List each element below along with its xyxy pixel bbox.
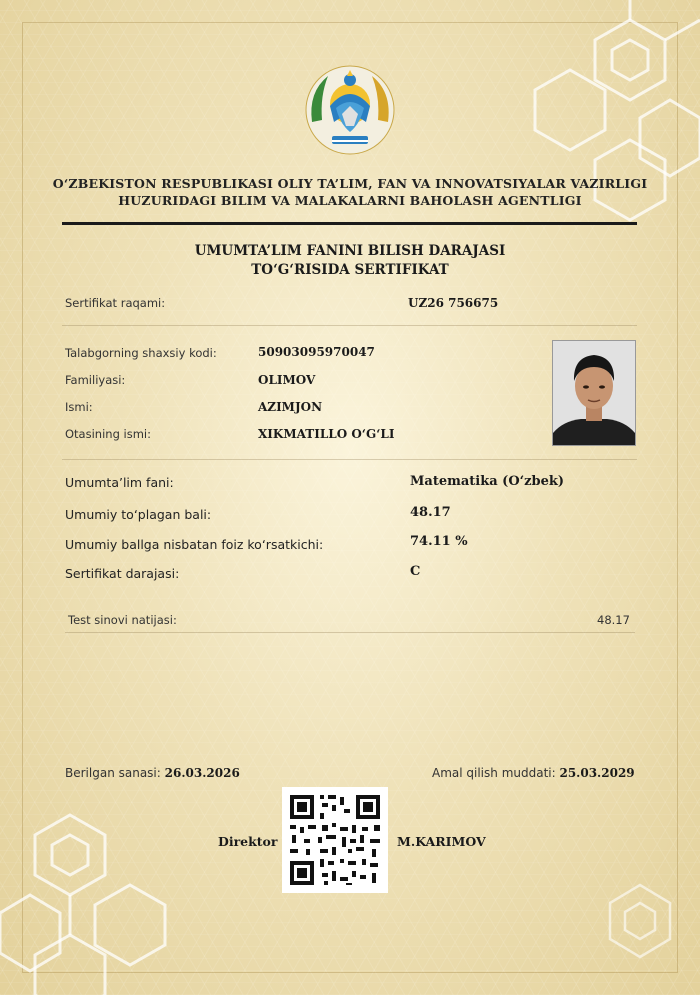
certificate-number-value: UZ26 756675	[408, 296, 499, 310]
ornament-bottom-right	[560, 855, 700, 995]
agency-name-line1: O‘ZBEKISTON RESPUBLIKASI OLIY TA’LIM, FAN VA INNOVATSIYALAR VAZIRLIGI	[52, 176, 648, 191]
issued-date-label: Berilgan sanasi:	[65, 766, 161, 780]
state-emblem-icon	[302, 62, 398, 158]
divider	[62, 459, 637, 460]
subject-value: Matematika (O‘zbek)	[410, 474, 565, 489]
ornament-bottom-left	[0, 765, 230, 995]
level-value: C	[410, 564, 421, 579]
agency-name-line2: HUZURIDAGI BILIM VA MALAKALARNI BAHOLASH AGENTLIGI	[118, 193, 582, 208]
valid-date-value: 25.03.2029	[559, 766, 635, 780]
issued-date-row	[65, 766, 240, 780]
personal-code-value: 50903095970047	[258, 345, 375, 359]
qr-code-icon[interactable]	[282, 787, 388, 893]
score-value: 48.17	[410, 505, 451, 520]
subject-label: Umumta’lim fani:	[65, 475, 174, 490]
divider	[62, 325, 637, 326]
issued-date-value: 26.03.2026	[164, 766, 240, 780]
patronymic-value: XIKMATILLO O‘G‘LI	[258, 427, 395, 441]
valid-date-row	[432, 766, 635, 780]
score-label: Umumiy to‘plagan bali:	[65, 507, 212, 522]
certificate-number-label: Sertifikat raqami:	[65, 296, 166, 310]
certificate-title-line2: TO‘G‘RISIDA SERTIFIKAT	[251, 262, 449, 278]
certificate-title-line1: UMUMTA’LIM FANINI BILISH DARAJASI	[194, 243, 506, 259]
percent-value: 74.11 %	[410, 534, 468, 549]
name-label: Ismi:	[65, 400, 93, 414]
director-title: Direktor	[218, 834, 278, 849]
personal-code-label: Talabgorning shaxsiy kodi:	[65, 346, 217, 360]
name-value: AZIMJON	[258, 400, 323, 414]
test-result-label: Test sinovi natijasi:	[68, 613, 177, 627]
test-result-value: 48.17	[597, 613, 630, 627]
surname-label: Familiyasi:	[65, 373, 126, 387]
patronymic-label: Otasining ismi:	[65, 427, 151, 441]
divider	[65, 632, 635, 633]
surname-value: OLIMOV	[258, 373, 316, 387]
person-photo	[552, 340, 636, 446]
valid-date-label: Amal qilish muddati:	[432, 766, 556, 780]
level-label: Sertifikat darajasi:	[65, 566, 180, 581]
header-divider	[62, 222, 637, 225]
percent-label: Umumiy ballga nisbatan foiz ko‘rsatkichi:	[65, 537, 324, 552]
director-name: M.KARIMOV	[397, 834, 486, 849]
